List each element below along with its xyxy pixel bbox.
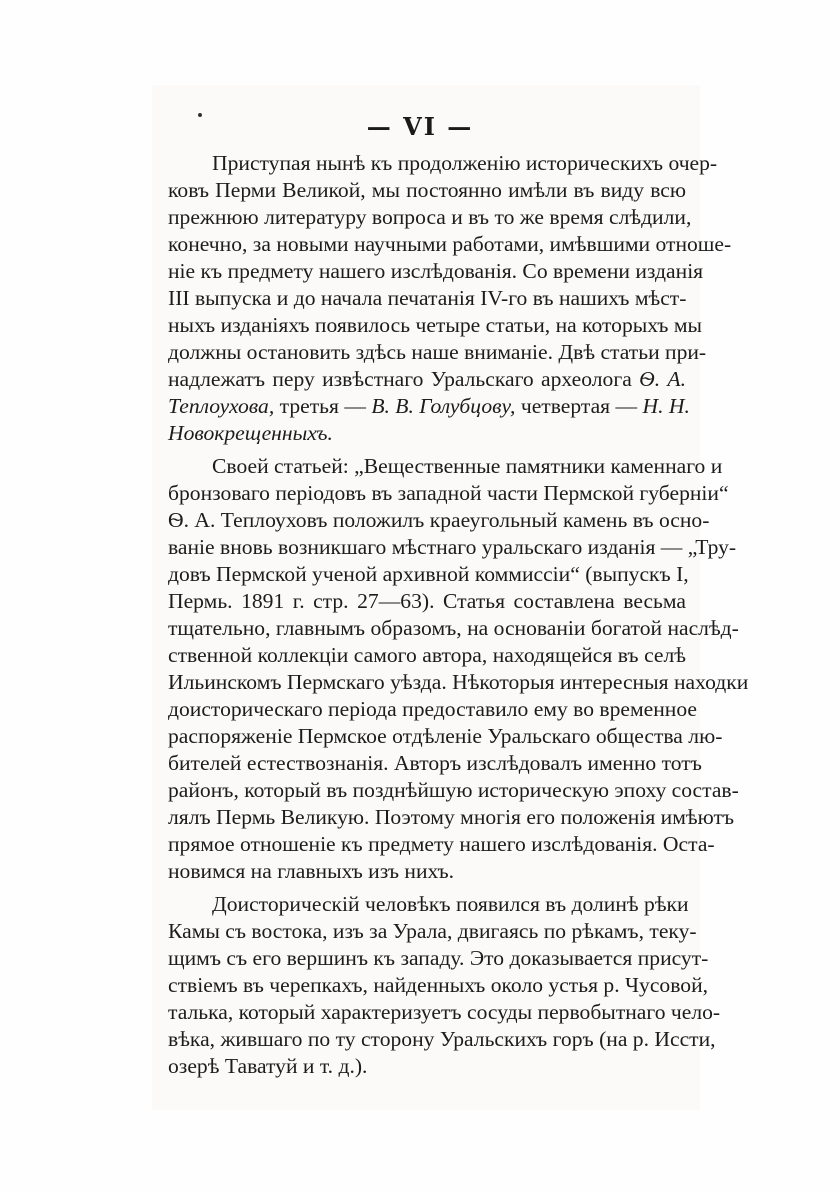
text-line: довъ Пермской ученой архивной коммиссіи“ (выпускъ I, <box>168 562 689 586</box>
text-line: бронзоваго періодовъ въ западной части Пермской губерніи“ <box>168 481 729 505</box>
text-line: лялъ Пермь Великую. Поэтому многія его положенія имѣютъ <box>168 805 735 829</box>
text-line: прежнюю литературу вопроса и въ то же время слѣдили, <box>168 205 692 229</box>
text-line: Камы съ востока, изъ за Урала, двигаясь по рѣкамъ, теку- <box>168 919 697 943</box>
text-line: конечно, за новыми научными работами, имѣвшими отноше- <box>168 232 732 256</box>
paragraph-1 <box>168 150 732 447</box>
author-initials: Ѳ. А. <box>639 367 686 391</box>
text-line: щимъ съ его вершинъ къ западу. Это доказывается присут- <box>168 946 709 970</box>
text-line <box>168 366 686 393</box>
paragraph-2 <box>168 453 749 885</box>
text-line: новимся на главныхъ изъ нихъ. <box>168 859 455 883</box>
text-line: должны остановить здѣсь наше вниманіе. Двѣ статьи при- <box>168 340 707 364</box>
text-line: Ѳ. А. Теплоуховъ положилъ краеугольный камень въ осно- <box>168 508 710 532</box>
text-line: Приступая нынѣ къ продолженію историческихъ очер- <box>212 151 718 175</box>
text-line: Ильинскомъ Пермскаго уѣзда. Нѣкоторыя интересныя находки <box>168 670 749 694</box>
text-line: ственной коллекціи самого автора, находящейся въ селѣ <box>168 643 686 667</box>
author-name: Новокрещенныхъ. <box>168 421 333 445</box>
text-line: талька, который характеризуетъ сосуды первобытнаго чело- <box>168 1000 721 1024</box>
author-initials: Н. Н. <box>642 394 690 418</box>
author-name: Теплоухова, <box>168 394 275 418</box>
text-line: озерѣ Таватуй и т. д.). <box>168 1054 368 1078</box>
text-line: прямое отношеніе къ предмету нашего изслѣдованія. Оста- <box>168 832 715 856</box>
text-segment: четвертая — <box>515 394 643 418</box>
paragraph-3 <box>168 891 721 1080</box>
text-line: Пермь. 1891 г. стр. 27—63). Статья составлена весьма <box>168 589 686 613</box>
text-line: ваніе вновь возникшаго мѣстнаго уральскаго изданія — „Тру- <box>168 535 737 559</box>
text-line: ствіемъ въ черепкахъ, найденныхъ около устья р. Чусовой, <box>168 973 709 997</box>
text-line: районъ, который въ позднѣйшую историческую эпоху состав- <box>168 778 739 802</box>
text-line: Своей статьей: „Вещественные памятники каменнаго и <box>212 454 723 478</box>
body-text <box>168 150 749 1086</box>
text-line: распоряженіе Пермское отдѣленіе Уральскаго общества лю- <box>168 724 723 748</box>
text-line: тщательно, главнымъ образомъ, на основаніи богатой наслѣд- <box>168 616 739 640</box>
text-line: ковъ Перми Великой, мы постоянно имѣли въ виду всю <box>168 178 686 202</box>
text-segment: третья — <box>274 394 372 418</box>
author-name: В. В. Голубцову, <box>371 394 516 418</box>
page-number: — VI — <box>366 112 474 141</box>
text-line: ніе къ предмету нашего изслѣдованія. Со времени изданія <box>168 259 704 283</box>
text-line: ныхъ изданіяхъ появилось четыре статьи, на которыхъ мы <box>168 313 702 337</box>
text-line: доисторическаго періода предоставило ему во временное <box>168 697 697 721</box>
text-line <box>168 420 686 447</box>
text-line <box>168 393 690 420</box>
text-line: III выпуска и до начала печатанія IV-го въ нашихъ мѣст- <box>168 286 687 310</box>
text-line: вѣка, жившаго по ту сторону Уральскихъ горъ (на р. Иссти, <box>168 1027 716 1051</box>
text-line: бителей естествознанія. Авторъ изслѣдовалъ именно тотъ <box>168 751 702 775</box>
text-segment: надлежатъ перу извѣстнаго Уральскаго археолога <box>168 367 632 391</box>
text-line: Доисторическій человѣкъ появился въ долинѣ рѣки <box>212 892 689 916</box>
